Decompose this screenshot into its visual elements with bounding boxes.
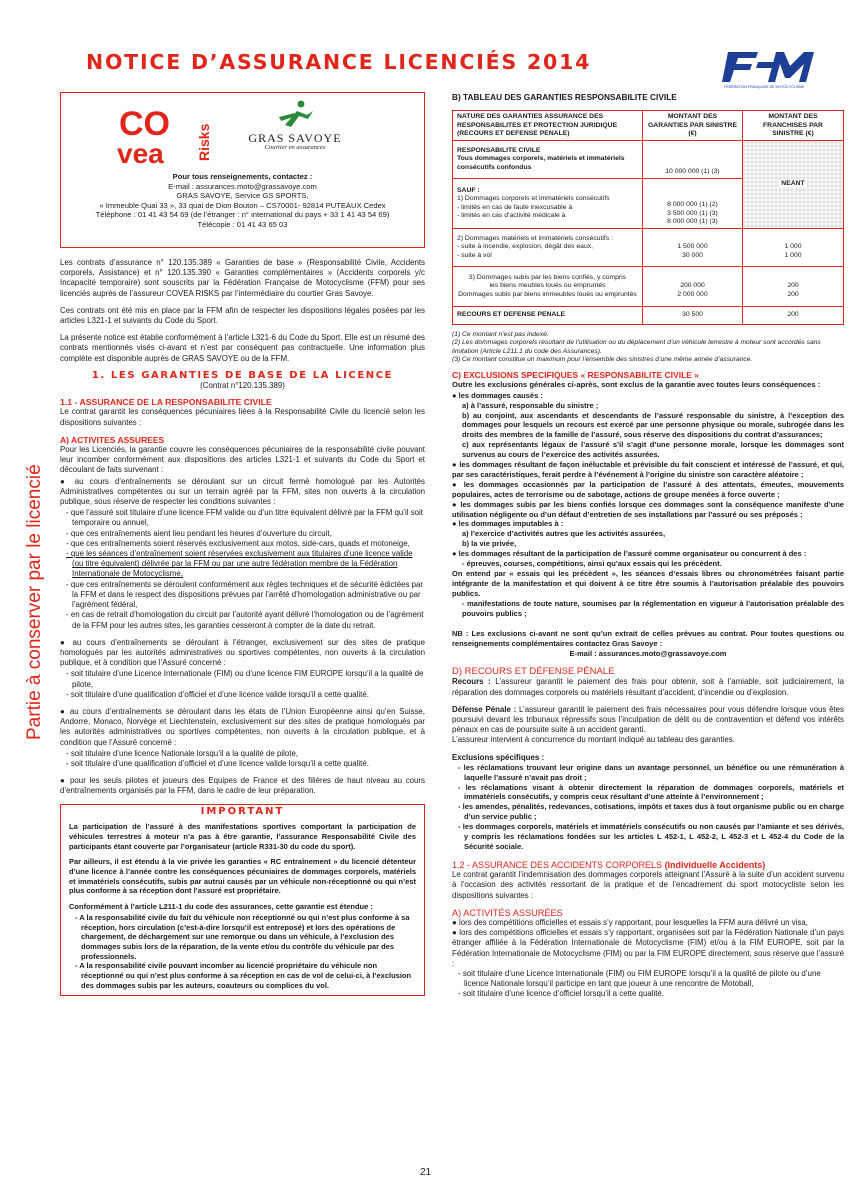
svg-text:vea: vea bbox=[117, 138, 164, 169]
table-row bbox=[453, 307, 844, 325]
bullet-item: ● les dommages imputables à : bbox=[452, 519, 564, 529]
dash-item: - soit titulaire d’une qualification d’officiel et d’une licence valide lorsqu’il a cette qualité. bbox=[66, 758, 369, 768]
bullet-item: ● pour les seuls pilotes et joueurs des Equipes de France et des filières de haut niveau au cours d’entraînements organisés par la FFM, dans le cadre de leur préparation. bbox=[60, 776, 425, 796]
page-title: NOTICE D’ASSURANCE LICENCIÉS 2014 bbox=[86, 50, 592, 74]
sub-item: - manifestations de toute nature, soumises par la réglementation en vigueur à l’autorisation préalable des pouvoirs publics ; bbox=[462, 598, 844, 618]
bullet-item: ● lors des compétitions officielles et essais s’y rapportant, pour lesquelles la FFM aura délivré un visa, bbox=[452, 917, 808, 927]
table-cell: 8 000 000 (1) (2) 3 500 000 (1) (3) 8 000 000 (1) (3) bbox=[643, 179, 743, 229]
contact-heading: Pour tous renseignements, contactez : bbox=[172, 172, 313, 181]
paragraph: Le contrat garantit les conséquences pécuniaires liées à la Responsabilité Civile du licencié selon les dispositions suivantes : bbox=[60, 407, 425, 427]
page-number: 21 bbox=[420, 1167, 432, 1178]
table-header: MONTANT DES FRANCHISES PAR SINISTRE (€) bbox=[743, 111, 844, 141]
dash-item: - soit titulaire d’une Licence Internationale (FIM) ou d’une licence FIM EUROPE lorsqu’il a la qualité de pilote, bbox=[66, 669, 424, 689]
intro-paragraph: Les contrats d’assurance n° 120.135.389 « Garanties de base » (Responsabilité Civile, Accidents corporels, Assistance) et n° 120.135.390 « Garanties complémentaires » (Accidents corporels y/c Incapacité temporaire) sont souscrits par la Fédération Française de Motocyclisme (FFM) pour ses licenciés auprès de l’assureur COVEA RISKS par l’intermédiaire du courtier Gras Savoye. bbox=[60, 258, 425, 298]
subsection-heading: D) RECOURS ET DÉFENSE PÉNALE bbox=[452, 666, 615, 678]
subsection-heading: C) EXCLUSIONS SPECIFIQUES « RESPONSABILITE CIVILE » bbox=[452, 370, 700, 381]
intro-paragraph: La présente notice est établie conformément à l’article L321-6 du Code du Sport. Elle est un résumé des contrats mentionnés visés ci-avant et n’est par conséquent pas contractuelle. Une information plus complète est disponible auprès de GRAS SAVOYE ou de la FFM. bbox=[60, 333, 425, 363]
important-paragraph: Par ailleurs, il est étendu à la vie privée les garanties « RC entraînement » du licencié détenteur d’une licence à l’année contre les conséquences pécuniaires de dommages corporels, matériels et immatériels consécutifs, subis par autrui causés par un véhicule non-réceptionné ou qui n’est plus conforme à sa réception dont l’assuré est propriétaire. bbox=[69, 857, 416, 896]
sub-item: c) aux représentants légaux de l’assuré s’il s’agit d’une personne morale, lorsque les dommages sont survenus au cours de l’exercice des activités assurées. bbox=[462, 440, 844, 460]
important-title: IMPORTANT bbox=[200, 805, 285, 817]
paragraph-label: Exclusions spécifiques : bbox=[452, 752, 545, 762]
exclusions-list bbox=[452, 391, 844, 619]
bullet-item: ● au cours d’entraînements se déroulant dans les états de l’Union Européenne ainsi qu’en Suisse, Andorre, Monaco, Norvège et Liechtenstein, exclusivement sur des sites de pratique homologués par les autorités administratives ou sportives compétentes, non ouverts à la circulation publique, et à condition que l’Assuré concerné : bbox=[60, 706, 425, 747]
paragraph: Outre les exclusions générales ci-après, sont exclus de la garantie avec toutes leurs conséquences : bbox=[452, 380, 821, 390]
gras-savoye-tagline: Courtier en assurances bbox=[264, 144, 326, 152]
bullet-item: ● les dommages occasionnés par la participation de l’assuré à des attentats, émeutes, mouvements populaires, actes de terrorisme ou de sabotage, actions de groupe menées à force ouverte ; bbox=[452, 479, 844, 499]
dash-item: - que l’assuré soit titulaire d’une licence FFM valide ou d’un titre équivalent délivré par la FFM qu’il soit temporaire ou annuel, bbox=[66, 508, 423, 528]
table-cell: 200 200 bbox=[743, 267, 844, 307]
contact-email: E-mail : assurances.moto@grassavoye.com bbox=[168, 181, 317, 191]
ffm-tagline: FÉDÉRATION FRANÇAISE DE MOTOCYCLISME bbox=[724, 85, 805, 89]
dash-item: - en cas de retrait d’homologation du circuit par l’autorité ayant délivré l’homologation ou de l’agrément de la FFM pour les autres sites, les garanties cesseront à compter de la date du retrait. bbox=[66, 610, 424, 630]
table-cell: 200 000 2 000 000 bbox=[643, 267, 743, 307]
bullet-item: ● les dommages résultant de la participation de l’assuré comme organisateur ou concurrent à des : bbox=[452, 549, 807, 559]
sub-item: a) à l’assuré, responsable du sinistre ; bbox=[462, 400, 599, 410]
side-label-text: Partie à conserver par le licencié bbox=[24, 464, 45, 740]
dash-item: - soit titulaire d’une licence Nationale lorsqu’il a la qualité de pilote, bbox=[66, 748, 299, 758]
bullet-item: ● lors des compétitions officielles et essais s’y rapportant, organisées soit par la Fédération Nationale d’un pays étranger affiliée à la Fédération Internationale de Motocyclisme (FIM) et/ou à la FIM EUROPE, soit par la Fédération Internationale de Motocyclisme (FIM) ou par la FIM EUROPE directement, sous réserve que l’assuré : bbox=[452, 928, 844, 968]
paragraph: Recours : L’assureur garantit le paiement des frais pour obtenir, soit à l’amiable, soit judiciairement, la réparation des dommages corporels ou matériels résultant d’accident, d’incendie ou d’explosion. bbox=[452, 677, 844, 697]
table-cell: 2) Dommages matériels et immatériels consécutifs : - suite à incendie, explosion, dégât des eaux, - suite à vol bbox=[453, 229, 643, 267]
paragraph: Pour les Licenciés, la garantie couvre les conséquences pécuniaires de la responsabilité civile pouvant leur incomber conformément aux dispositions des articles L321-1 et suivants du Code du Sport et découlant de faits survenant : bbox=[60, 445, 425, 475]
table-cell: 1 000 1 000 bbox=[743, 229, 844, 267]
left-column bbox=[60, 92, 425, 996]
table-cell: 30 500 bbox=[643, 307, 743, 325]
bullet-item: ● les dommages subis par les biens confiés lorsque ces dommages sont la conséquence manifeste d’une utilisation négligente ou d’un défaut d’entretien de ses installations par l’assuré ou ses préposés ; bbox=[452, 499, 844, 519]
ffm-logo bbox=[722, 48, 830, 90]
dash-item: - les amendes, pénalités, redevances, cotisations, impôts et taxes dus à tout organisme public ou en charge d’un service public ; bbox=[458, 802, 844, 822]
subsection-heading: 1.1 - ASSURANCE DE LA RESPONSABILITE CIVILE bbox=[60, 397, 272, 408]
table-title: B) TABLEAU DES GARANTIES RESPONSABILITE CIVILE bbox=[452, 92, 677, 102]
dash-item: - que les séances d’entraînement soient réservées exclusivement aux titulaires d’une licence valide (ou titre équivalent) délivrée par la FFM ou par une autre fédération membre de la Fédération Internationale de Motocyclisme, bbox=[66, 549, 413, 579]
side-label bbox=[18, 410, 50, 750]
runner-icon bbox=[277, 99, 317, 129]
gras-savoye-logo bbox=[245, 105, 345, 153]
section-heading: 1. LES GARANTIES DE BASE DE LA LICENCE bbox=[91, 369, 394, 381]
guarantees-table bbox=[452, 110, 844, 325]
contact-service: GRAS SAVOYE, Service GS SPORTS, bbox=[176, 191, 309, 200]
contact-fax: Télécopie : 01 41 43 65 03 bbox=[197, 219, 288, 229]
dash-item: - les dommages corporels, matériels et immatériels consécutifs ou non causés par l’amiante et ses dérivés, y compris les réclamations fondées sur les articles L 452-1, L 452-2, L 452-3 et L 452-4 du Code de la Sécurité sociale. bbox=[458, 822, 844, 852]
right-column bbox=[452, 92, 844, 1000]
table-notes: (1) Ce montant n’est pas indexé. (2) Les dommages corporels résultant de l’utilisation ou du déplacement d’un véhicule terrestre à moteur sont accordés sans limitation (Article L211.1 du code des Assurances). (3) Ce montant constitue un maximum pour l’ensemble des sinistres d’une même année d’assurance. bbox=[452, 331, 821, 363]
svg-text:Risks: Risks bbox=[196, 123, 212, 161]
table-header: NATURE DES GARANTIES ASSURANCE DES RESPONSABILITES ET PROTECTION JURIDIQUE (RECOURS ET DEFENSE PENALE) bbox=[453, 111, 643, 141]
bullet-item: ● au cours d’entraînements se déroulant sur un circuit fermé homologué par les Autorités Administratives compétentes ou sur un terrain agréé par la FFM, sites non ouverts à la circulation publique, sous réserve de respecter les conditions suivantes : bbox=[60, 476, 425, 507]
table-cell: SAUF : 1) Dommages corporels et immatériels consécutifs - limités en cas de faute inexcusable à - limités en cas d’activité médicale à bbox=[453, 179, 643, 229]
bullet-item: ● les dommages résultant de façon inéluctable et prévisible du fait conscient et intéressé de l’assuré, et qui, par ses caractéristiques, ferait perdre à l’événement à l’origine du sinistre son caractère aléatoire ; bbox=[452, 460, 844, 479]
nb-note: NB : Les exclusions ci-avant ne sont qu’un extrait de celles prévues au contrat. Pour toutes questions ou renseignements complémentaires contactez Gras Savoye : bbox=[452, 628, 844, 648]
sub-item: b) au conjoint, aux ascendants et descendants de l’assuré responsable du sinistre, à l’exception des dommages pour lesquels un recours est exercé par une personne physique ou morale, subrogée dans les droits des membres de la famille de l’assuré, sous réserve des dispositions du contrat d’assurances; bbox=[462, 410, 844, 440]
table-row bbox=[453, 141, 844, 179]
dash-item: - les réclamations visant à obtenir directement la réparation de dommages corporels, matériels et immatériels consécutifs, y compris ceux résultant d’une atteinte à l’environnement ; bbox=[458, 782, 844, 802]
table-cell: 200 bbox=[743, 307, 844, 325]
table-row bbox=[453, 229, 844, 267]
important-dash-item: - A la responsabilité civile du fait du véhicule non réceptionné ou qui n’est plus conforme à sa réception, hors circulation (c’est-à-dire lorsqu’il est entreposé) et lors des opérations de chargement, de déchargement sur une remorque ou dans un véhicule, à l’exclusion des dommages subis lors de la réparation, de la vente et/ou du contrôle du véhicule par des professionnels. bbox=[75, 912, 410, 961]
table-cell-neant: NEANT bbox=[743, 141, 844, 229]
table-cell: 10 000 000 (1) (3) bbox=[643, 141, 743, 179]
bullet-item: ● au cours d’entraînements se déroulant à l’étranger, exclusivement sur des sites de pratique homologués par les autorités administratives ou sportives compétentes, non ouverts à la circulation publique, et à condition que l’Assuré concerné : bbox=[60, 637, 425, 668]
sub-item: - épreuves, courses, compétitions, ainsi qu’aux essais qui les précèdent. bbox=[462, 559, 722, 569]
dash-item: - que ces entraînements se déroulent conformément aux règles techniques et de sécurité édictées par la FFM et dans le respect des dispositions prévues par l’arrêté d’homologation administrative ou par l’agrément fédéral, bbox=[66, 579, 424, 610]
covea-risks-logo bbox=[115, 99, 235, 169]
important-box bbox=[60, 804, 425, 996]
subsection-heading: A) ACTIVITES ASSUREES bbox=[60, 434, 165, 445]
paragraph: L’assureur intervient à concurrence du montant indiqué au tableau des garanties. bbox=[452, 735, 735, 745]
table-header-row bbox=[453, 111, 844, 141]
dash-item: - soit titulaire d’une Licence Internationale (FIM) ou FIM EUROPE lorsqu’il a la qualité de pilote ou d’une licence Nationale lorsqu’il participe en tant que joueur à une rencontre de Motoball, bbox=[458, 968, 821, 989]
dash-item: - soit titulaire d’une qualification d’officiel et d’une licence valide lorsqu’il a cette qualité. bbox=[66, 689, 369, 699]
section-subheading: (Contrat n°120.135.389) bbox=[200, 381, 285, 391]
table-cell: 3) Dommages subis par les biens confiés, y compris les biens meubles loués ou empruntés Dommages subis par biens immeubles loués ou empruntés bbox=[453, 267, 643, 307]
dash-item: - les réclamations trouvant leur origine dans un avantage personnel, un bénéfice ou une rémunération à laquelle l’assuré n’avait pas droit ; bbox=[458, 762, 844, 782]
bullet-item: ● les dommages causés : bbox=[452, 390, 543, 400]
nb-email: E-mail : assurances.moto@grassavoye.com bbox=[569, 648, 727, 658]
dash-item: - soit titulaire d’une licence d’officiel lorsqu’il a cette qualité. bbox=[458, 989, 664, 999]
contact-address: « Immeuble Quai 33 », 33 quai de Dion Bouton – CS70001- 92814 PUTEAUX Cedex bbox=[99, 200, 386, 210]
important-paragraph: Conformément à l’article L211-1 du code des assurances, cette garantie est étendue : bbox=[69, 902, 373, 912]
sub-item: a) l’exercice d’activités autres que les activités assurées, bbox=[462, 529, 666, 539]
contact-phone: Téléphone : 01 41 43 54 69 (de l’étranger : n° international du pays + 33 1 41 43 54 69) bbox=[95, 210, 390, 219]
important-paragraph: La participation de l’assuré à des manifestations sportives comportant la participation de véhicules terrestres à moteur n’a pas à être garantie, l’assurance Responsabilité Civile des participants étant couverte par l’organisateur (article R331-30 du code du sport). bbox=[69, 822, 416, 851]
sub-item: b) la vie privée, bbox=[462, 539, 517, 549]
table-cell: 1 500 000 30 000 bbox=[643, 229, 743, 267]
paragraph: Défense Pénale : L’assureur garantit le paiement des frais nécessaires pour vous défendre lorsque vous êtes poursuivi devant les tribunaux répressifs sous l’inculpation de délit ou de contravention et défend vos intérêts pénaux en cas de poursuite suite à un accident garanti. bbox=[452, 704, 844, 735]
exclusions-list bbox=[452, 763, 844, 852]
table-cell: RECOURS ET DEFENSE PENALE bbox=[453, 307, 643, 325]
important-dash-item: - A la responsabilité civile pouvant incomber au licencié propriétaire du véhicule non réceptionné ou qui n’est plus conforme à sa réception en cas de vol de celui-ci, à l’exclusion des dommages subis par les auteurs, coauteurs ou complices du vol. bbox=[75, 961, 412, 990]
paragraph: Le contrat garantit l’indemnisation des dommages corporels atteignant l’Assuré à la suite d’un accident survenu à l’occasion des activités ressortant de la pratique et de l’encadrement du sport motocycliste selon les dispositions suivantes : bbox=[452, 870, 844, 900]
subsection-heading: A) ACTIVITÉS ASSURÉES bbox=[452, 907, 563, 918]
table-header: MONTANT DES GARANTIES PAR SINISTRE (€) bbox=[643, 111, 743, 141]
svg-text:CO: CO bbox=[119, 105, 170, 143]
table-cell: RESPONSABILITE CIVILE Tous dommages corporels, matériels et immatériels consécutifs confondus bbox=[453, 141, 643, 179]
contact-info bbox=[61, 172, 424, 229]
table-row bbox=[453, 267, 844, 307]
dash-item: - que ces entraînements aient lieu pendant les heures d’ouverture du circuit, bbox=[66, 528, 332, 538]
intro-paragraph: Ces contrats ont été mis en place par la FFM afin de respecter les dispositions légales posées par les articles L321-1 et suivants du Code du Sport. bbox=[60, 305, 425, 326]
gras-savoye-name: GRAS SAVOYE bbox=[248, 131, 342, 145]
subsection-heading: 1.2 - ASSURANCE DES ACCIDENTS CORPORELS (Individuelle Accidents) bbox=[452, 859, 766, 870]
paragraph: On entend par « essais qui les précèdent », les séances d’essais libres ou chronométrées faisant partie intégrante de la manifestation et qui doivent à ce titre être soumis à l’autorisation préalable des pouvoirs publics. bbox=[452, 569, 844, 598]
dash-item: - que ces entraînements soient réservés exclusivement aux motos, side-cars, quads et motoneige, bbox=[66, 538, 410, 548]
contact-box bbox=[60, 92, 425, 248]
